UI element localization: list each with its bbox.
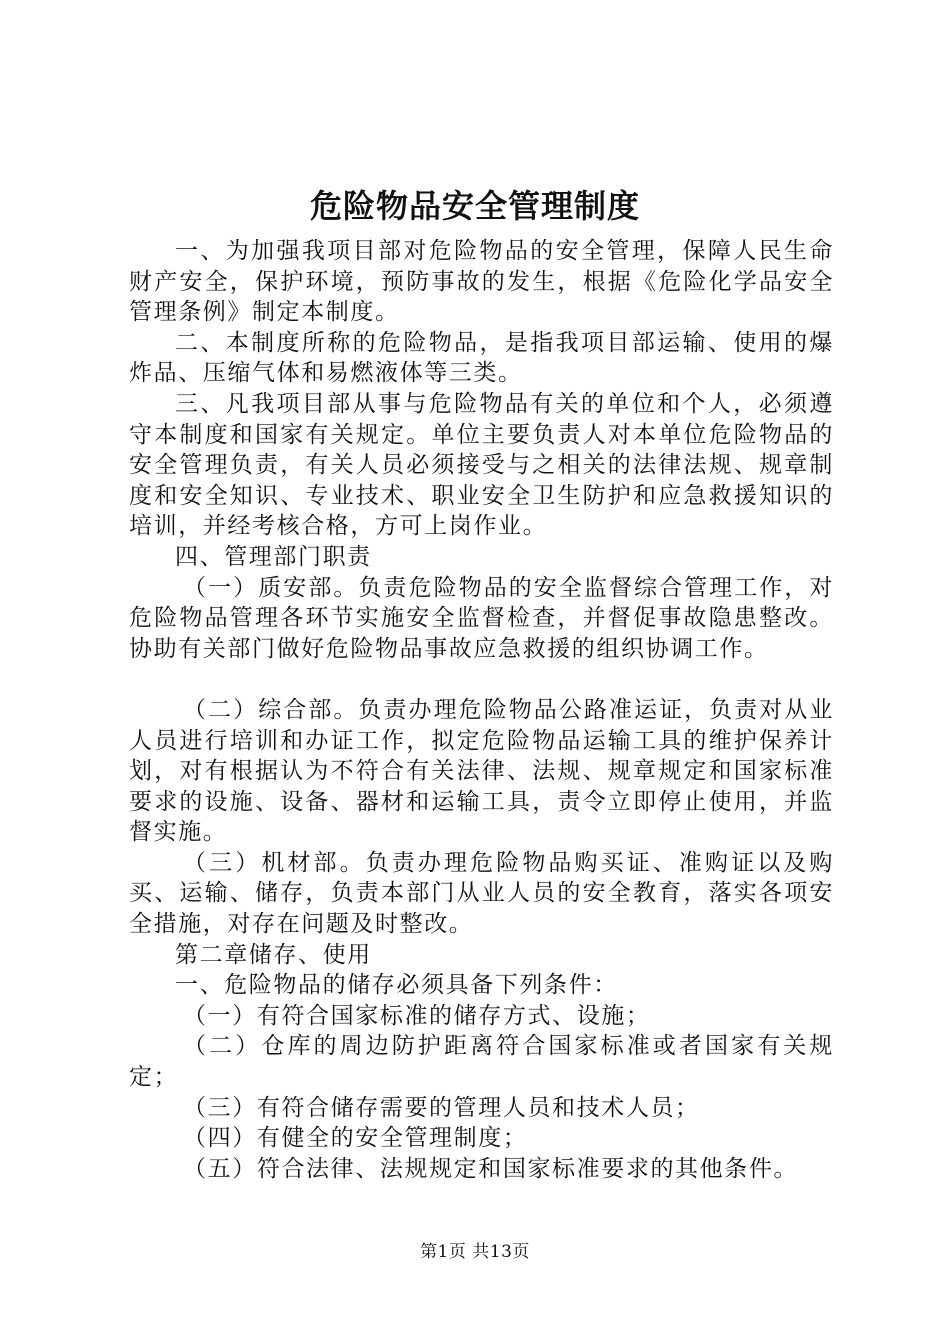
paragraph-general-dept: （二）综合部。负责办理危险物品公路准运证，负责对从业人员进行培训和办证工作，拟定危险物品运输工具的维护保养计划，对有根据认为不符合有关法律、法规、规章规定和国家标准要求的设施、设备、器材和运输工具，责令立即停止使用，并监督实施。 xyxy=(129,696,834,846)
condition-item-3: （三）有符合储存需要的管理人员和技术人员； xyxy=(183,1094,700,1121)
condition-item-5: （五）符合法律、法规规定和国家标准要求的其他条件。 xyxy=(183,1155,799,1182)
section-heading-management-duties: 四、管理部门职责 xyxy=(175,543,372,570)
chapter-heading-storage-use: 第二章储存、使用 xyxy=(175,941,372,968)
paragraph-quality-safety-dept: （一）质安部。负责危险物品的安全监督综合管理工作，对危险物品管理各环节实施安全监督检查，并督促事故隐患整改。协助有关部门做好危险物品事故应急救援的组织协调工作。 xyxy=(129,574,834,662)
document-body xyxy=(129,236,834,1184)
paragraph-storage-conditions: 一、危险物品的储存必须具备下列条件： xyxy=(175,972,618,999)
condition-item-1: （一）有符合国家标准的储存方式、设施； xyxy=(183,1002,651,1029)
paragraph-3: 三、凡我项目部从事与危险物品有关的单位和个人，必须遵守本制度和国家有关规定。单位主要负责人对本单位危险物品的安全管理负责，有关人员必须接受与之相关的法律法规、规章制度和安全知识、专业技术、职业安全卫生防护和应急救援知识的培训，并经考核合格，方可上岗作业。 xyxy=(129,390,834,540)
document-title: 危险物品安全管理制度 xyxy=(309,187,640,225)
condition-item-4: （四）有健全的安全管理制度； xyxy=(183,1125,528,1152)
paragraph-2: 二、本制度所称的危险物品，是指我项目部运输、使用的爆炸品、压缩气体和易燃液体等三类。 xyxy=(129,329,834,387)
blank-line xyxy=(129,664,834,695)
paragraph-1: 一、为加强我项目部对危险物品的安全管理，保障人民生命财产安全，保护环境，预防事故的发生，根据《危险化学品安全管理条例》制定本制度。 xyxy=(129,238,834,326)
condition-item-2: （二）仓库的周边防护距离符合国家标准或者国家有关规定； xyxy=(129,1033,834,1091)
page-number-footer: 第1页 共13页 xyxy=(420,1242,530,1262)
paragraph-materials-dept: （三）机材部。负责办理危险物品购买证、准购证以及购买、运输、储存，负责本部门从业人员的安全教育，落实各项安全措施，对存在问题及时整改。 xyxy=(129,849,834,938)
